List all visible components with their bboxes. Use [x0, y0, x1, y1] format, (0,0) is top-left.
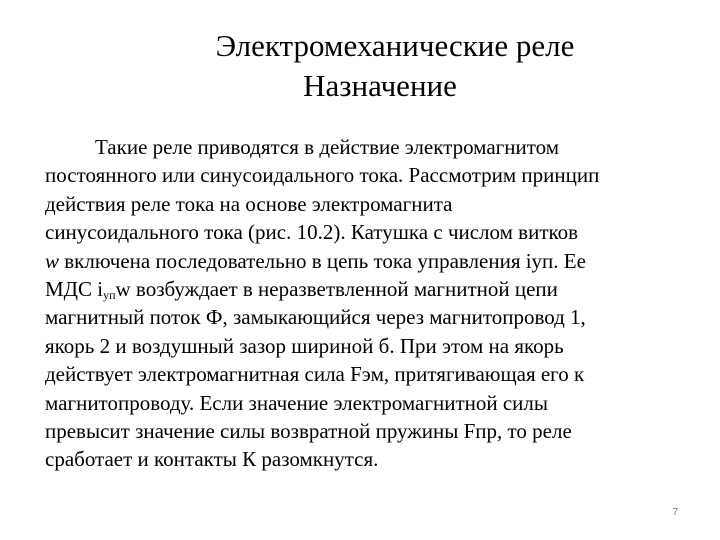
- body-line-text: МДС i: [45, 277, 104, 302]
- body-line: [45, 247, 685, 275]
- body-line: Такие реле приводятся в действие электромагнитом: [95, 135, 560, 159]
- page-number: 7: [672, 507, 678, 518]
- body-line: действует электромагнитная сила Fэм, притягивающая его к: [45, 362, 585, 387]
- body-line-text: включена последовательно в цепь тока управления iуп. Ее: [59, 248, 586, 273]
- body-line: якорь 2 и воздушный зазор шириной б. При этом на якорь: [45, 333, 564, 358]
- body-line-text: w возбуждает в неразветвленной магнитной цепи: [115, 277, 558, 302]
- body-line: превысит значение силы возвратной пружины Fпр, то реле: [45, 419, 572, 444]
- body-line: синусоидального тока (рис. 10.2). Катушка с числом витков: [45, 220, 579, 245]
- title-line-2: Назначение: [303, 68, 457, 103]
- body-line: [45, 275, 685, 303]
- body-line: постоянного или синусоидального тока. Рассмотрим принцип: [45, 163, 600, 188]
- body-line: магнитопроводу. Если значение электромагнитной силы: [45, 390, 549, 415]
- body-line: действия реле тока на основе электромагнита: [45, 191, 453, 216]
- slide-title: [60, 26, 660, 106]
- winding-symbol: w: [45, 248, 60, 273]
- subscript: уп: [103, 288, 116, 303]
- title-line-1: Электромеханические реле: [215, 28, 575, 63]
- body-line: сработает и контакты К разомкнутся.: [45, 447, 379, 472]
- slide-body-text: [45, 133, 685, 474]
- body-line: магнитный поток Ф, замыкающийся через магнитопровод 1,: [45, 305, 586, 330]
